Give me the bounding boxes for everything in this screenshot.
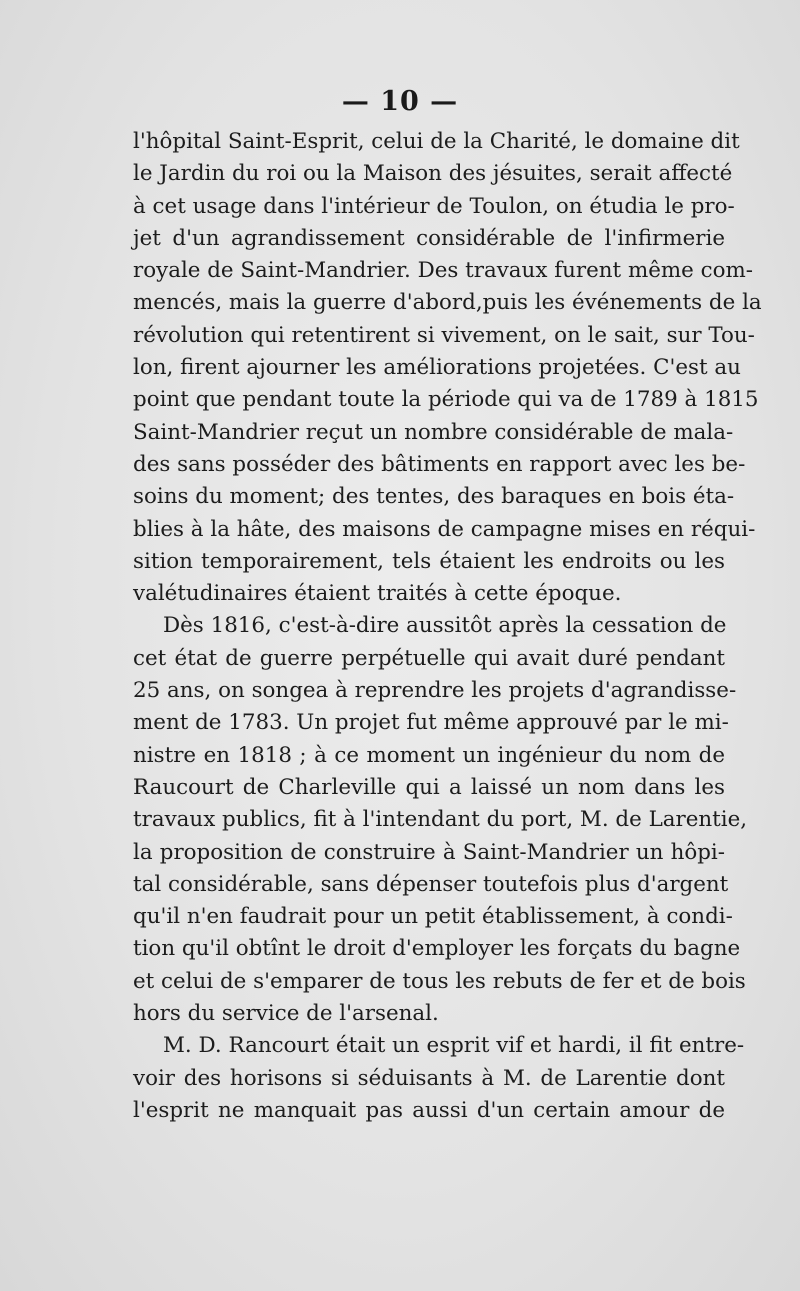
text-line: le Jardin du roi ou la Maison des jésuites, serait affecté	[133, 161, 733, 187]
text-line: révolution qui retentirent si vivement, on le sait, sur Tou-	[133, 322, 755, 348]
text-line: l'hôpital Saint-Esprit, celui de la Charité, le domaine dit	[133, 129, 740, 154]
text-line: mencés, mais la guerre d'abord,puis les événements de la	[133, 290, 762, 316]
text-line: Dès 1816, c'est-à-dire aussitôt après la cessation de	[163, 613, 727, 639]
text-line: à cet usage dans l'intérieur de Toulon, on étudia le pro-	[133, 193, 735, 219]
text-line: hors du service de l'arsenal.	[133, 1001, 439, 1027]
page-number: — 10 —	[341, 86, 459, 117]
body-text	[133, 126, 762, 1127]
text-line: tal considérable, sans dépenser toutefois plus d'argent	[133, 871, 729, 897]
text-line: soins du moment; des tentes, des baraques en bois éta-	[133, 484, 735, 510]
text-line: l'esprit ne manquait pas aussi d'un certain amour de	[133, 1097, 725, 1123]
text-line: lon, firent ajourner les améliorations projetées. C'est au	[133, 355, 741, 381]
text-line: nistre en 1818 ; à ce moment un ingénieur du nom de	[133, 742, 725, 768]
text-line: M. D. Rancourt était un esprit vif et hardi, il fit entre-	[163, 1033, 745, 1059]
text-line: voir des horisons si séduisants à M. de Larentie dont	[133, 1065, 725, 1091]
text-line: qu'il n'en faudrait pour un petit établissement, à condi-	[133, 904, 733, 930]
text-line: Saint-Mandrier reçut un nombre considérable de mala-	[133, 419, 734, 445]
text-line: travaux publics, fit à l'intendant du port, M. de Larentie,	[133, 807, 748, 833]
text-line: 25 ans, on songea à reprendre les projets d'agrandisse-	[133, 678, 737, 704]
text-line: des sans posséder des bâtiments en rapport avec les be-	[133, 451, 746, 477]
text-line: cet état de guerre perpétuelle qui avait duré pendant	[133, 645, 725, 671]
text-line: ment de 1783. Un projet fut même approuvé par le mi-	[133, 710, 729, 736]
text-line: point que pendant toute la période qui va de 1789 à 1815	[133, 387, 759, 413]
text-line: la proposition de construire à Saint-Mandrier un hôpi-	[133, 839, 725, 865]
text-line: sition temporairement, tels étaient les endroits ou les	[133, 548, 725, 574]
text-line: et celui de s'emparer de tous les rebuts de fer et de bois	[133, 968, 746, 994]
text-line: blies à la hâte, des maisons de campagne mises en réqui-	[133, 516, 756, 542]
text-line: tion qu'il obtînt le droit d'employer les forçats du bagne	[133, 936, 741, 962]
text-line: Raucourt de Charleville qui a laissé un nom dans les	[133, 774, 725, 800]
text-line: jet d'un agrandissement considérable de l'infirmerie	[133, 225, 725, 251]
text-line: valétudinaires étaient traités à cette époque.	[133, 581, 622, 607]
text-line: royale de Saint-Mandrier. Des travaux furent même com-	[133, 258, 754, 284]
